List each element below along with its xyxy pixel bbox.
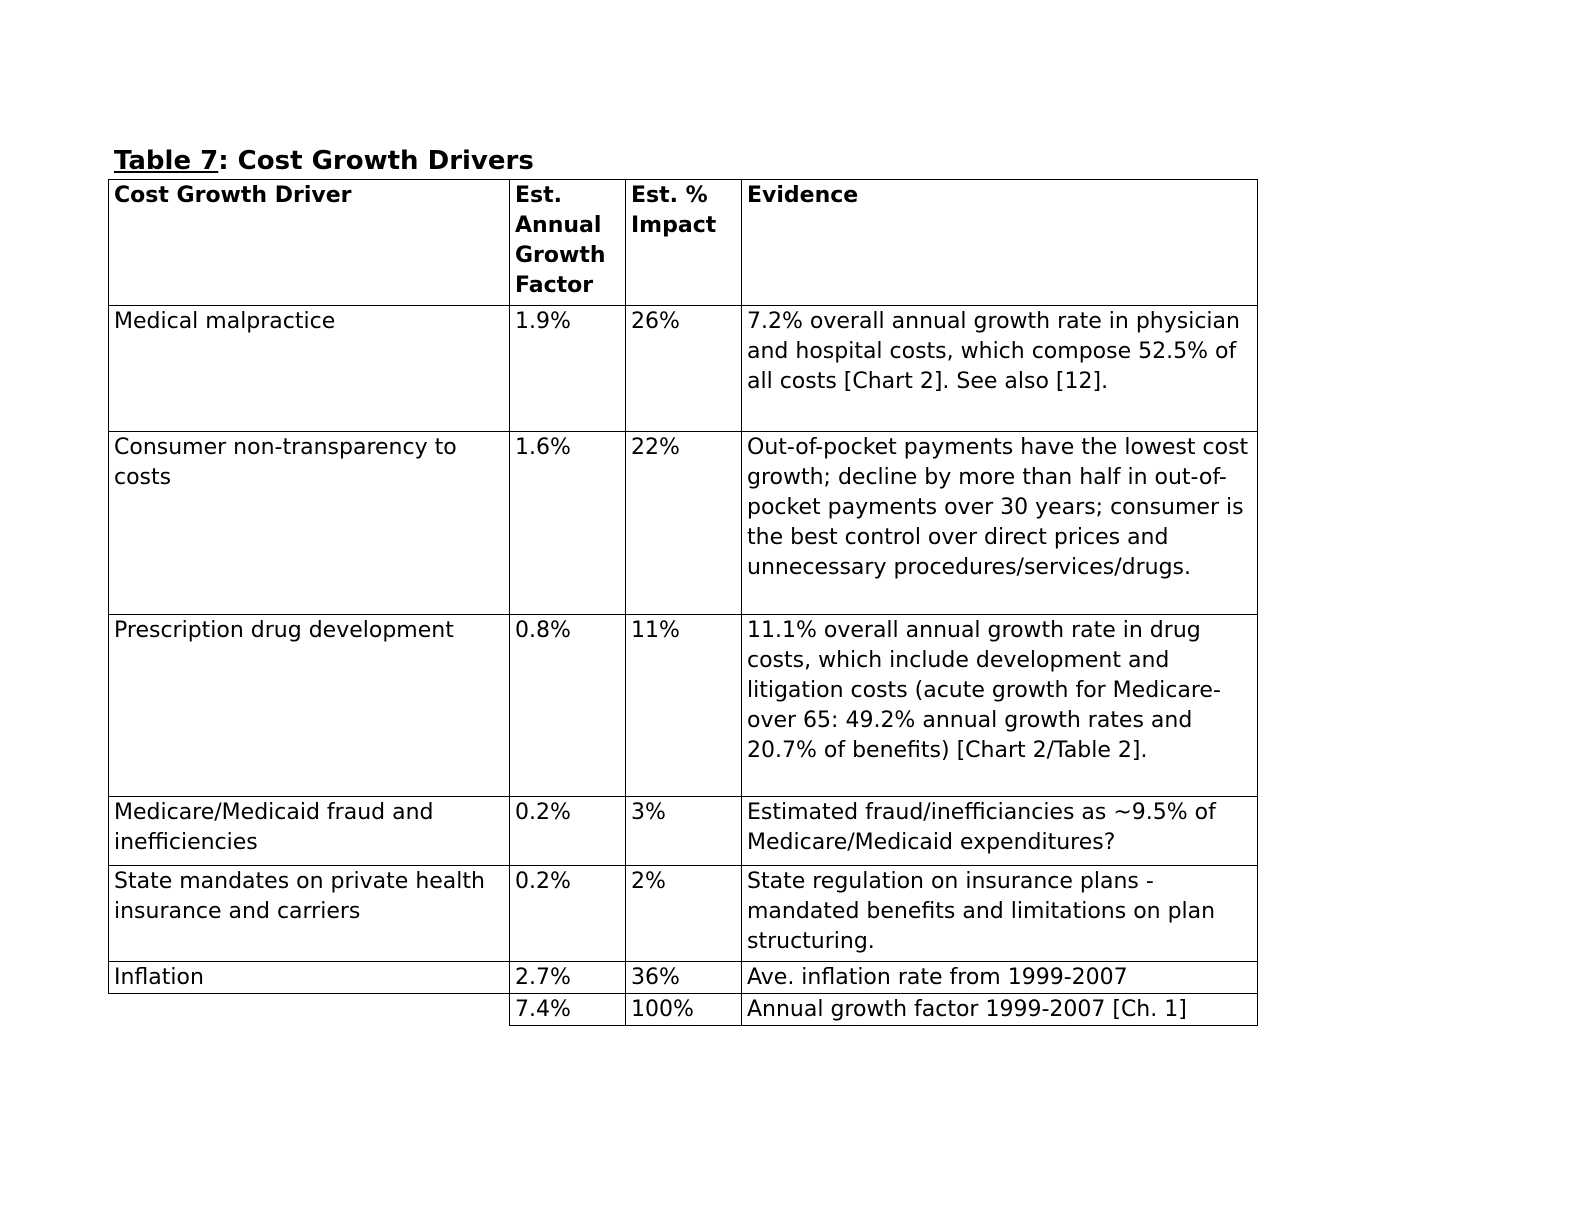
impact-cell: 36% [626, 962, 742, 994]
growth-cell: 2.7% [510, 962, 626, 994]
header-evidence: Evidence [742, 180, 1258, 306]
table-label: Table 7 [114, 146, 219, 176]
growth-cell: 0.8% [510, 615, 626, 797]
evidence-cell: 11.1% overall annual growth rate in drug costs, which include development and litigation costs (acute growth for Medicare-over 65: 49.2% annual growth rates and 20.7% of benefits) [Chart 2/Table 2]. [742, 615, 1258, 797]
evidence-cell: Estimated fraud/inefficiancies as ~9.5% of Medicare/Medicaid expenditures? [742, 797, 1258, 866]
driver-cell: State mandates on private health insurance and carriers [109, 866, 510, 962]
table-row [109, 962, 1258, 994]
evidence-cell: Ave. inflation rate from 1999-2007 [742, 962, 1258, 994]
evidence-cell: Out-of-pocket payments have the lowest cost growth; decline by more than half in out-of-pocket payments over 30 years; consumer is the best control over direct prices and unnecessary procedures/services/drugs. [742, 432, 1258, 615]
header-impact: Est. % Impact [626, 180, 742, 306]
table-title: : Cost Growth Drivers [218, 146, 534, 176]
total-evidence-cell: Annual growth factor 1999-2007 [Ch. 1] [742, 994, 1258, 1026]
table-row [109, 432, 1258, 615]
growth-cell: 0.2% [510, 866, 626, 962]
growth-cell: 1.9% [510, 306, 626, 432]
header-driver: Cost Growth Driver [109, 180, 510, 306]
total-growth-cell: 7.4% [510, 994, 626, 1026]
impact-cell: 22% [626, 432, 742, 615]
driver-cell: Prescription drug development [109, 615, 510, 797]
header-row [109, 180, 1258, 306]
table-row [109, 306, 1258, 432]
blank-cell [109, 994, 510, 1026]
total-impact-cell: 100% [626, 994, 742, 1026]
driver-cell: Medical malpractice [109, 306, 510, 432]
table-row [109, 615, 1258, 797]
evidence-cell: 7.2% overall annual growth rate in physician and hospital costs, which compose 52.5% of all costs [Chart 2]. See also [12]. [742, 306, 1258, 432]
driver-cell: Medicare/Medicaid fraud and inefficiencies [109, 797, 510, 866]
impact-cell: 2% [626, 866, 742, 962]
driver-cell: Inflation [109, 962, 510, 994]
cost-growth-table [108, 179, 1258, 1026]
impact-cell: 3% [626, 797, 742, 866]
impact-cell: 26% [626, 306, 742, 432]
table-caption [114, 144, 534, 178]
table-row [109, 866, 1258, 962]
evidence-cell: State regulation on insurance plans - mandated benefits and limitations on plan structuring. [742, 866, 1258, 962]
driver-cell: Consumer non-transparency to costs [109, 432, 510, 615]
total-row [109, 994, 1258, 1026]
growth-cell: 1.6% [510, 432, 626, 615]
impact-cell: 11% [626, 615, 742, 797]
growth-cell: 0.2% [510, 797, 626, 866]
table-row [109, 797, 1258, 866]
header-growth: Est. Annual Growth Factor [510, 180, 626, 306]
